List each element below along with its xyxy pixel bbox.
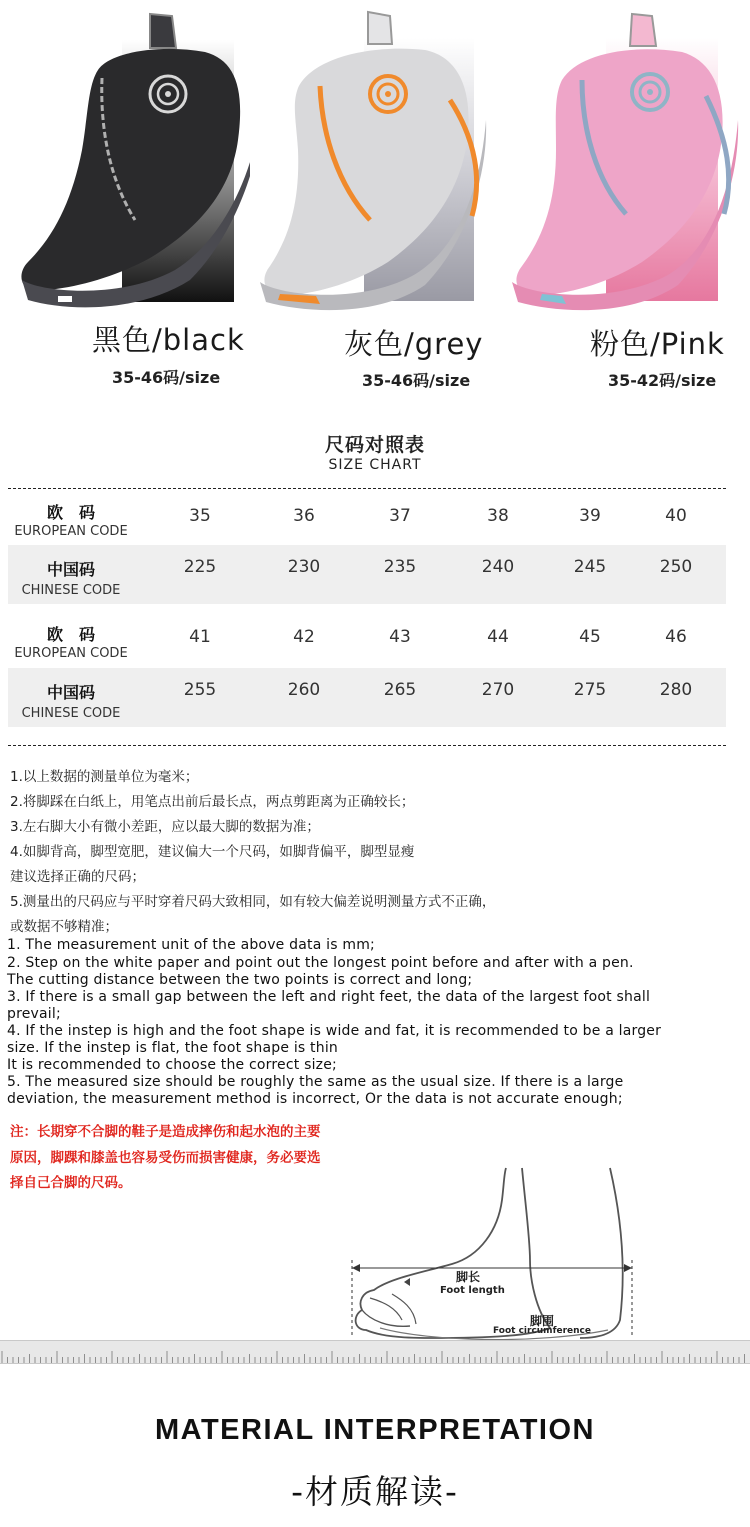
row-label-cn: 中国码 — [46, 683, 95, 702]
size-chart-title-en: SIZE CHART — [328, 457, 422, 473]
row-label-en: CHINESE CODE — [21, 706, 121, 721]
pink-shoe-image — [500, 0, 750, 320]
variant-name: 灰色/grey — [344, 327, 484, 361]
foot-circumference-label-cn: 脚围 — [530, 1314, 555, 1328]
variant-size: 35-46码/size — [112, 368, 221, 387]
table-cell: 240 — [481, 557, 515, 577]
row-label-en: EUROPEAN CODE — [14, 646, 128, 661]
row-label-cn: 欧 码 — [46, 625, 95, 644]
warning-line: 择自己合脚的尺码。 — [10, 1175, 132, 1191]
divider — [8, 488, 726, 489]
table-cell: 42 — [293, 627, 315, 647]
material-title-en: MATERIAL INTERPRETATION — [155, 1414, 595, 1446]
table-cell: 39 — [579, 506, 601, 526]
table-cell: 43 — [389, 627, 411, 647]
note-line: 或数据不够精准； — [10, 919, 118, 935]
note-line: 3. If there is a small gap between the left and right feet, the data of the largest foot shall — [7, 989, 651, 1005]
note-line: 2.将脚踩在白纸上，用笔点出前后最长点，两点剪距离为正确较长； — [10, 794, 415, 810]
foot-length-label-cn: 脚长 — [456, 1270, 481, 1284]
table-cell: 37 — [389, 506, 411, 526]
table-cell: 255 — [183, 680, 217, 700]
table-cell: 245 — [573, 557, 607, 577]
table-cell: 41 — [189, 627, 211, 647]
variant-size: 35-46码/size — [362, 371, 471, 390]
variant-black[interactable] — [0, 0, 250, 400]
table-cell: 275 — [573, 680, 607, 700]
ruler — [0, 1340, 750, 1364]
variant-name: 黑色/black — [92, 323, 245, 357]
table-cell: 45 — [579, 627, 601, 647]
table-cell: 230 — [287, 557, 321, 577]
note-line: 3.左右脚大小有微小差距，应以最大脚的数据为准； — [10, 819, 320, 835]
row-label-cn: 中国码 — [46, 560, 95, 579]
note-line: 4. If the instep is high and the foot shape is wide and fat, it is recommended to be a larger — [7, 1023, 662, 1039]
divider — [8, 745, 726, 746]
table-row — [8, 545, 726, 604]
table-cell: 270 — [481, 680, 515, 700]
warning-line: 原因，脚踝和膝盖也容易受伤而损害健康，务必要选 — [10, 1150, 321, 1166]
note-line: deviation, the measurement method is incorrect, Or the data is not accurate enough; — [7, 1091, 623, 1107]
table-row — [8, 614, 726, 666]
note-line: It is recommended to choose the correct size; — [7, 1057, 337, 1073]
note-line: 建议选择正确的尺码； — [10, 869, 145, 885]
table-row — [8, 668, 726, 727]
note-line: 1.以上数据的测量单位为毫米； — [10, 769, 199, 785]
table-cell: 260 — [287, 680, 321, 700]
note-line: prevail; — [7, 1006, 61, 1022]
note-line: 2. Step on the white paper and point out the longest point before and after with a pen. — [7, 955, 634, 971]
foot-length-label-en: Foot length — [440, 1285, 505, 1296]
black-shoe-image — [0, 0, 250, 320]
table-cell: 36 — [293, 506, 315, 526]
table-cell: 46 — [665, 627, 687, 647]
table-cell: 44 — [487, 627, 509, 647]
table-cell: 280 — [659, 680, 693, 700]
ruler-ticks — [0, 1341, 750, 1363]
table-cell: 35 — [189, 506, 211, 526]
size-chart-title-cn: 尺码对照表 — [324, 434, 425, 456]
note-line: size. If the instep is flat, the foot shape is thin — [7, 1040, 338, 1056]
note-line: 1. The measurement unit of the above data is mm; — [7, 937, 375, 953]
grey-shoe-image — [250, 0, 500, 320]
table-cell: 38 — [487, 506, 509, 526]
table-cell: 265 — [383, 680, 417, 700]
warning-line: 注：长期穿不合脚的鞋子是造成摔伤和起水泡的主要 — [10, 1124, 321, 1140]
material-title-cn: -材质解读- — [291, 1472, 459, 1511]
variant-pink[interactable] — [500, 0, 750, 400]
table-cell: 250 — [659, 557, 693, 577]
table-cell: 235 — [383, 557, 417, 577]
note-line: 4.如脚背高，脚型宽肥，建议偏大一个尺码，如脚背偏平，脚型显瘦 — [10, 844, 415, 860]
table-cell: 40 — [665, 506, 687, 526]
variant-name: 粉色/Pink — [590, 327, 725, 361]
row-label-en: EUROPEAN CODE — [14, 524, 128, 539]
row-label-cn: 欧 码 — [46, 503, 95, 522]
variant-size: 35-42码/size — [608, 371, 717, 390]
note-line: The cutting distance between the two points is correct and long; — [7, 972, 473, 988]
foot-circumference-label-en: Foot circumference — [493, 1326, 591, 1336]
note-line: 5.测量出的尺码应与平时穿着尺码大致相同，如有较大偏差说明测量方式不正确， — [10, 894, 496, 910]
table-row — [8, 492, 726, 544]
note-line: 5. The measured size should be roughly the same as the usual size. If there is a large — [7, 1074, 624, 1090]
row-label-en: CHINESE CODE — [21, 583, 121, 598]
foot-diagram — [340, 1160, 640, 1345]
variant-grey[interactable] — [250, 0, 500, 400]
table-cell: 225 — [183, 557, 217, 577]
